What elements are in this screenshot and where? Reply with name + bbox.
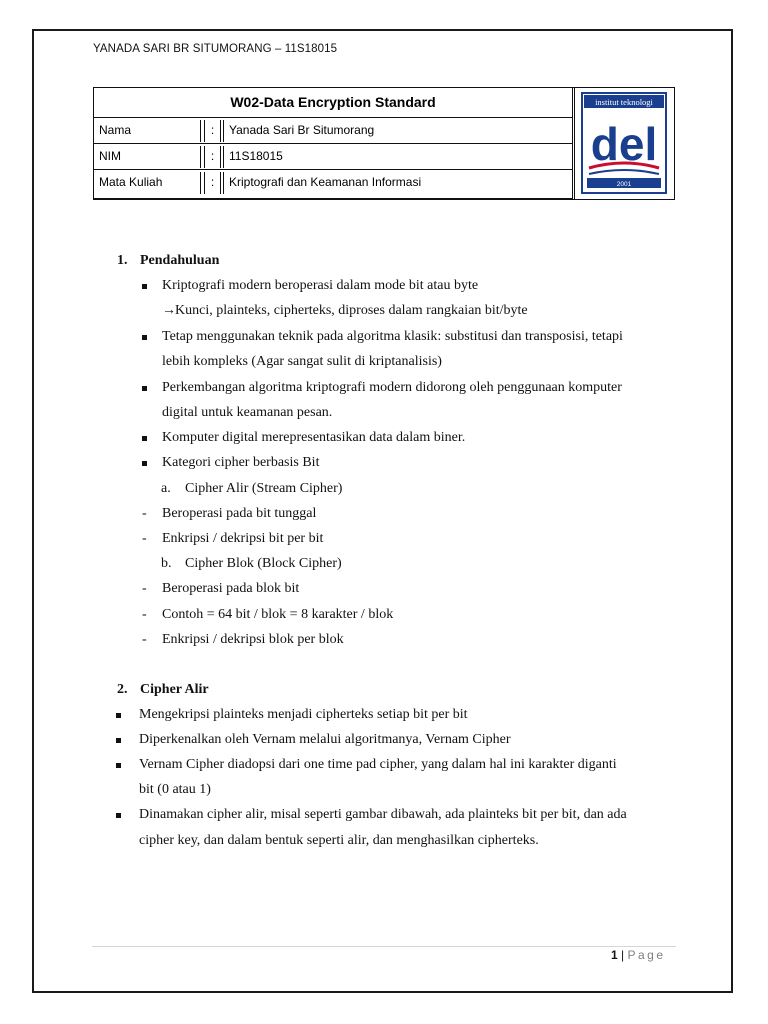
document-title: W02-Data Encryption Standard: [94, 88, 573, 118]
title-table: [93, 87, 675, 200]
bullet-text: lebih kompleks (Agar sangat sulit di kriptanalisis): [162, 354, 442, 369]
dash-item-text: Beroperasi pada bit tunggal: [162, 506, 317, 521]
table-row: [94, 118, 573, 144]
bullet-text: Kategori cipher berbasis Bit: [162, 455, 320, 470]
bullet-icon: [142, 436, 147, 441]
sub-item-text: Cipher Blok (Block Cipher): [185, 556, 342, 571]
dash-icon: -: [142, 581, 147, 596]
svg-text:del: del: [590, 118, 658, 170]
bullet-icon: [116, 738, 121, 743]
del-logo-icon: [575, 88, 673, 199]
section-number: 1.: [117, 253, 128, 268]
bullet-icon: [116, 763, 121, 768]
bullet-text: Komputer digital merepresentasikan data dalam biner.: [162, 430, 466, 445]
arrow-icon: →: [162, 303, 176, 318]
bullet-text: cipher key, dan dalam bentuk seperti alir, dan menghasilkan cipherteks.: [139, 833, 539, 848]
dash-icon: -: [142, 506, 147, 521]
row-value: 11S18015: [223, 146, 571, 168]
sub-item-text: Cipher Alir (Stream Cipher): [185, 481, 343, 496]
table-row: [94, 144, 573, 170]
bullet-text: Kriptografi modern beroperasi dalam mode bit atau byte: [162, 278, 479, 293]
row-colon: :: [204, 172, 221, 194]
dash-item-text: Enkripsi / dekripsi blok per blok: [162, 632, 344, 647]
bullet-text: Perkembangan algoritma kriptografi modern didorong oleh penggunaan komputer: [162, 380, 622, 395]
section-number: 2.: [117, 682, 128, 697]
bullet-icon: [142, 284, 147, 289]
footer-divider: [92, 946, 676, 947]
sub-item-letter: a.: [161, 481, 171, 496]
bullet-text: Tetap menggunakan teknik pada algoritma klasik: substitusi dan transposisi, tetapi: [162, 329, 623, 344]
dash-item-text: Contoh = 64 bit / blok = 8 karakter / blok: [162, 607, 394, 622]
dash-icon: -: [142, 632, 147, 647]
bullet-icon: [142, 461, 147, 466]
bullet-text: bit (0 atau 1): [139, 782, 211, 797]
section-heading: Pendahuluan: [140, 253, 220, 268]
row-value: Yanada Sari Br Situmorang: [223, 120, 571, 142]
running-header: YANADA SARI BR SITUMORANG – 11S18015: [93, 43, 338, 55]
bullet-icon: [142, 386, 147, 391]
table-row: [94, 170, 573, 199]
svg-text:2001: 2001: [616, 181, 632, 188]
page-word: Page: [627, 948, 666, 962]
bullet-text: Mengekripsi plainteks menjadi cipherteks setiap bit per bit: [139, 707, 468, 722]
row-label: NIM: [94, 146, 201, 168]
page-footer: [611, 948, 666, 962]
row-label: Nama: [94, 120, 201, 142]
page-number: 1: [611, 948, 618, 962]
footer-separator: |: [621, 948, 625, 962]
section-heading: Cipher Alir: [140, 682, 209, 697]
bullet-icon: [116, 713, 121, 718]
dash-item-text: Enkripsi / dekripsi bit per bit: [162, 531, 324, 546]
row-colon: :: [204, 120, 221, 142]
bullet-text: Dinamakan cipher alir, misal seperti gambar dibawah, ada plainteks bit per bit, dan ada: [139, 807, 627, 822]
sub-item-letter: b.: [161, 556, 172, 571]
bullet-icon: [116, 813, 121, 818]
row-label: Mata Kuliah: [94, 172, 201, 194]
bullet-subtext: Kunci, plainteks, cipherteks, diproses dalam rangkaian bit/byte: [175, 303, 528, 318]
bullet-icon: [142, 335, 147, 340]
institution-logo: [574, 88, 674, 199]
bullet-text: Diperkenalkan oleh Vernam melalui algoritmanya, Vernam Cipher: [139, 732, 511, 747]
dash-item-text: Beroperasi pada blok bit: [162, 581, 300, 596]
bullet-text: digital untuk keamanan pesan.: [162, 405, 333, 420]
row-value: Kriptografi dan Keamanan Informasi: [223, 172, 571, 194]
dash-icon: -: [142, 607, 147, 622]
row-colon: :: [204, 146, 221, 168]
bullet-text: Vernam Cipher diadopsi dari one time pad cipher, yang dalam hal ini karakter diganti: [139, 757, 617, 772]
svg-text:institut teknologi: institut teknologi: [595, 97, 653, 107]
dash-icon: -: [142, 531, 147, 546]
